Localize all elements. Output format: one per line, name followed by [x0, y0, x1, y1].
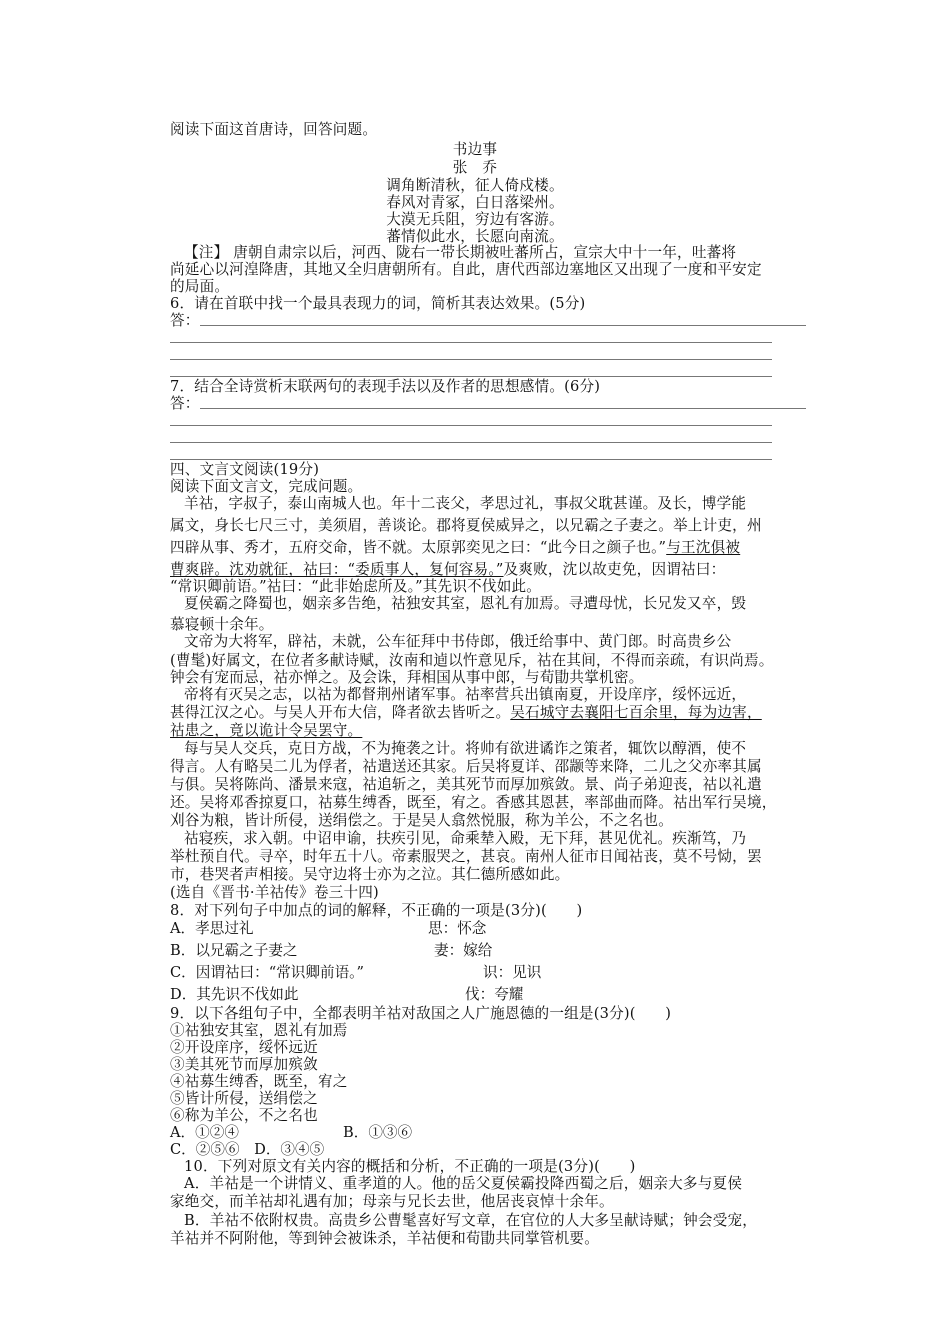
poem-note: 的局面。 — [170, 278, 230, 295]
underlined-sentence: 祜患之，竟以诡计令吴罢守。 — [170, 722, 363, 739]
option-a[interactable]: A．①②④ — [170, 1124, 239, 1141]
option-a-text[interactable]: A．羊祜是一个讲情义、重孝道的人。他的岳父夏侯霸投降西蜀之后，姻亲大多与夏侯 — [184, 1175, 743, 1192]
answer-line[interactable] — [170, 359, 772, 360]
option-b-text[interactable]: 羊祜并不阿附他，等到钟会被诛杀，羊祜便和荀勖共同掌管机要。 — [170, 1230, 600, 1247]
passage-line — [170, 722, 362, 740]
passage-line: 每与吴人交兵，克日方战，不为掩袭之计。将帅有欲进谲诈之策者，辄饮以醇酒，使不 — [184, 740, 747, 757]
passage-text: 甚得江汉之心。与吴人开布大信，降者欲去皆听之。 — [170, 704, 511, 721]
option-c-d[interactable]: C．②⑤⑥ D．③④⑤ — [170, 1141, 325, 1158]
answer-line[interactable] — [170, 425, 772, 426]
question-7-stem: 7．结合全诗赏析末联两句的表现手法以及作者的思想感情。(6分) — [170, 378, 601, 395]
passage-line: 得言。人有略吴二儿为俘者，祜遣送还其家。后吴将夏详、邵颛等来降，二儿之父亦率其属 — [170, 758, 762, 775]
reading-intro: 阅读下面这首唐诗，回答问题。 — [170, 121, 378, 138]
answer-line[interactable] — [200, 408, 806, 409]
answer-label: 答： — [170, 312, 200, 329]
passage-line: 与俱。吴将陈尚、潘景来寇，祜追斩之，美其死节而厚加殡敛。景、尚子弟迎丧，祜以礼遣 — [170, 776, 762, 793]
answer-line[interactable] — [170, 342, 772, 343]
option-b-sentence[interactable]: B．以兄霸之子妻之 — [170, 942, 298, 959]
option-b-gloss: 妻：嫁给 — [434, 942, 493, 959]
passage-line: 羊祜，字叔子，泰山南城人也。年十二丧父，孝思过礼，事叔父耽甚谨。及长，博学能 — [184, 495, 747, 512]
section-heading: 四、文言文阅读(19分) — [170, 461, 320, 478]
passage-line: 祜寝疾，求入朝。中诏申谕，扶疾引见，命乘辇入殿，无下拜，甚见优礼。疾渐笃，乃 — [184, 830, 747, 847]
passage-line — [170, 704, 762, 722]
sentence-item: ④祜募生缚香，既至，宥之 — [170, 1073, 348, 1090]
sentence-item: ①祜独安其室，恩礼有加焉 — [170, 1022, 348, 1039]
underlined-sentence: 与王沈俱被 — [666, 539, 741, 556]
answer-label: 答： — [170, 395, 200, 412]
passage-line: “常识卿前语。”祜曰：“此非始虑所及。”其先识不伐如此。 — [170, 578, 542, 595]
option-c-sentence[interactable]: C．因谓祜曰：“常识卿前语。” — [170, 964, 364, 981]
question-8-stem: 8．对下列句子中加点的词的解释，不正确的一项是(3分)( ) — [170, 902, 583, 919]
option-a-gloss: 思：怀念 — [428, 920, 487, 937]
passage-line: (曹髦)好属文，在位者多献诗赋，汝南和逌以忤意见斥，祜在其间，不得而亲疏，有识尚焉。 — [170, 652, 774, 669]
sentence-item: ③美其死节而厚加殡敛 — [170, 1056, 318, 1073]
poem-line: 蕃情似此水，长愿向南流。 — [386, 228, 564, 245]
question-6-stem: 6．请在首联中找一个最具表现力的词，简析其表达效果。(5分) — [170, 295, 586, 312]
option-b-text[interactable]: B．羊祜不依附权贵。高贵乡公曹髦喜好写文章，在官位的人大多呈献诗赋；钟会受宠， — [184, 1212, 758, 1229]
option-d-sentence[interactable]: D．其先识不伐如此 — [170, 986, 299, 1003]
passage-line: 文帝为大将军，辟祜，未就，公车征拜中书侍郎，俄迁给事中、黄门郎。时高贵乡公 — [184, 633, 732, 650]
underlined-sentence: 吴石城守去襄阳七百余里，每为边害， — [510, 704, 762, 721]
sentence-item: ②开设庠序，绥怀远近 — [170, 1039, 318, 1056]
passage-text: 及爽败，沈以故吏免，因谓祜曰： — [503, 561, 726, 578]
option-a-text[interactable]: 家绝交，而羊祜却礼遇有加；母亲与兄长去世，他居丧哀悼十余年。 — [170, 1193, 614, 1210]
section-instruction: 阅读下面文言文，完成问题。 — [170, 478, 363, 495]
poem-title: 书边事 — [452, 141, 498, 158]
option-b[interactable]: B．①③⑥ — [343, 1124, 413, 1141]
passage-line: 钟会有宠而忌，祜亦惮之。及会诛，拜相国从事中郎，与荀勖共掌机密。 — [170, 669, 644, 686]
poem-line: 春风对青冢，白日落梁州。 — [386, 194, 564, 211]
passage-line: 帝将有灭吴之志，以祜为都督荆州诸军事。祜率营兵出镇南夏，开设庠序，绥怀远近， — [184, 686, 747, 703]
passage-line: 举杜预自代。寻卒，时年五十八。帝素服哭之，甚哀。南州人征市日闻祜丧，莫不号恸，罢 — [170, 848, 762, 865]
answer-line[interactable] — [170, 376, 772, 377]
passage-line: 夏侯霸之降蜀也，姻亲多告绝，祜独安其室，恩礼有加焉。寻遭母忧，长兄发又卒，毁 — [184, 595, 747, 612]
poem-line: 调角断清秋，征人倚戍楼。 — [386, 177, 564, 194]
poem-line: 大漠无兵阻，穷边有客游。 — [386, 211, 564, 228]
option-a-sentence[interactable]: A．孝思过礼 — [170, 920, 254, 937]
poem-note: 【注】 唐朝自肃宗以后，河西、陇右一带长期被吐蕃所占，宣宗大中十一年，吐蕃将 — [184, 244, 737, 261]
answer-line[interactable] — [170, 442, 772, 443]
passage-line: 刈谷为粮，皆计所侵，送绢偿之。于是吴人翕然悦服，称为羊公，不之名也。 — [170, 812, 673, 829]
question-10-stem: 10．下列对原文有关内容的概括和分析，不正确的一项是(3分)( ) — [184, 1158, 636, 1175]
passage-line: 慕寝顿十余年。 — [170, 616, 274, 633]
sentence-item: ⑥称为羊公，不之名也 — [170, 1107, 318, 1124]
passage-line: 市，巷哭者声相接。吴守边将士亦为之泣。其仁德所感如此。 — [170, 866, 570, 883]
underlined-sentence: 曹爽辟。沈劝就征，祜曰：“委质事人，复何容易。” — [170, 561, 504, 578]
poem-author: 张 乔 — [452, 159, 498, 176]
sentence-item: ⑤皆计所侵，送绢偿之 — [170, 1090, 318, 1107]
poem-note: 尚延心以河湟降唐，其地又全归唐朝所有。自此，唐代西部边塞地区又出现了一度和平安定 — [170, 261, 762, 278]
answer-line[interactable] — [200, 325, 806, 326]
passage-source: (选自《晋书·羊祜传》卷三十四) — [170, 884, 379, 901]
answer-line[interactable] — [170, 459, 772, 460]
option-d-gloss: 伐：夸耀 — [465, 986, 524, 1003]
passage-text: 四辟从事、秀才，五府交命，皆不就。太原郭奕见之曰：“此今日之颜子也。” — [170, 539, 667, 556]
passage-line: 属文，身长七尺三寸，美须眉，善谈论。郡将夏侯威异之，以兄霸之子妻之。举上计吏，州 — [170, 517, 762, 534]
passage-line — [170, 561, 725, 579]
option-c-gloss: 识：见识 — [483, 964, 542, 981]
passage-line: 还。吴将邓香掠夏口，祜募生缚香，既至，宥之。香感其恩甚，率部曲而降。祜出军行吴境， — [170, 794, 777, 811]
question-9-stem: 9．以下各组句子中，全都表明羊祜对敌国之人广施恩德的一组是(3分)( ) — [170, 1005, 672, 1022]
passage-line — [170, 539, 740, 557]
